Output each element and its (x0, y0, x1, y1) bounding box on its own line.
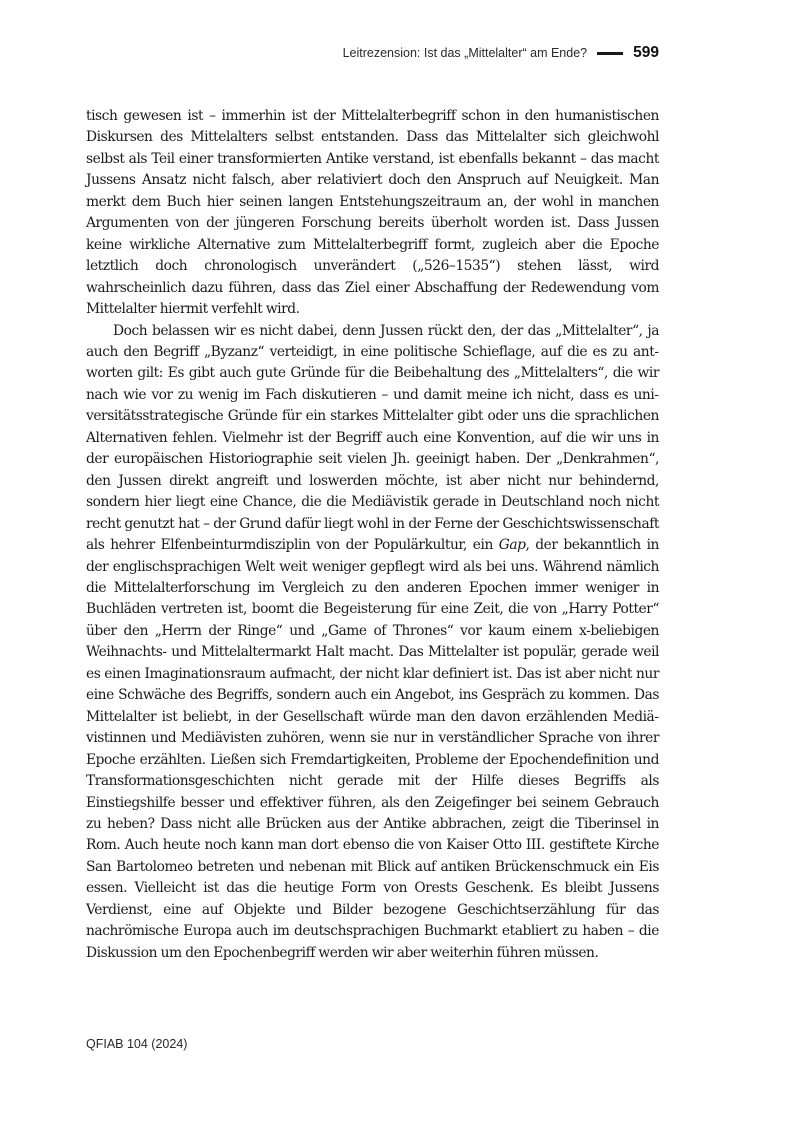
journal-footer: QFIAB 104 (2024) (86, 1037, 188, 1051)
running-head (343, 42, 659, 64)
paragraph-2-text-end: , der bekanntlich in der englischsprachigen Welt weit weniger gepflegt wird als bei uns. Während nämlich die Mittelalterforschung im Vergleich zu den anderen Epochen immer weniger in Buchläden vertreten ist, boomt die Begeisterung für eine Zeit, die von „Harry Potter“ über den „Herrn der Ringe“ und „Game of Thrones“ vor kaum einem x-beliebigen Weihnachts- und Mittelaltermarkt Halt macht. Das Mittelalter ist populär, gerade weil es einen Imaginationsraum aufmacht, der nicht klar definiert ist. Das ist aber nicht nur eine Schwäche des Begriffs, sondern auch ein Angebot, ins Gespräch zu kommen. Das Mittelalter ist beliebt, in der Gesellschaft würde man den davon erzählenden Mediävistinnen und Mediävisten zuhören, wenn sie nur in verständlicher Sprache von ihrer Epoche erzählten. Ließen sich Fremdartigkeiten, Probleme der Epochendefinition und Transformationsgeschichten nicht gerade mit der Hilfe dieses Begriffs als Einstiegshilfe besser und effektiver führen, als den Zeigefinger bei seinem Gebrauch zu heben? Dass nicht alle Brücken aus der Antike abbrachen, zeigt die Tiberinsel in Rom. Auch heute noch kann man dort ebenso die von Kaiser Otto III. gestiftete Kirche San Bartolomeo betreten und nebenan mit Blick auf antiken Brückenschmuck ein Eis essen. Vielleicht ist das die heutige Form von Orests Geschenk. Es bleibt Jussens Verdienst, eine auf Objekte und Bilder bezogene Geschichtserzählung für das nachrömische Europa auch im deutschsprachigen Buchmarkt etabliert zu haben – die Diskussion um den Epochenbegriff werden wir aber weiterhin führen müssen. (86, 537, 659, 961)
paragraph-2 (86, 321, 659, 965)
running-title: Leitrezension: Ist das „Mittelalter“ am Ende? (342, 46, 588, 60)
paragraph-1: tisch gewesen ist – immerhin ist der Mittelalterbegriff schon in den humanistischen Diskursen des Mittelalters selbst entstanden. Dass das Mittelalter sich gleichwohl selbst als Teil einer transformierten Antike verstand, ist ebenfalls bekannt – das macht Jussens Ansatz nicht falsch, aber relativiert doch den Anspruch auf Neuigkeit. Man merkt dem Buch hier seinen langen Entstehungszeitraum an, der wohl in manchen Argumenten von der jüngeren Forschung bereits überholt worden ist. Dass Jussen keine wirkliche Alternative zum Mittelalterbegriff formt, zugleich aber die Epoche letztlich doch chronologisch unverändert („526–1535“) stehen lässt, wird wahrscheinlich dazu führen, dass das Ziel einer Abschaffung der Redewendung vom Mittelalter hiermit verfehlt wird. (86, 108, 659, 318)
paragraph-2-italic-term: Gap (498, 537, 526, 554)
paragraph-2-text-start: Doch belassen wir es nicht dabei, denn Jussen rückt den, der das „Mittelalter“, ja auch den Begriff „Byzanz“ verteidigt, in eine politische Schieflage, auf die es zu antworten gilt: Es gibt auch gute Gründe für die Beibehaltung des „Mittelalters“, die wir nach wie vor zu wenig im Fach diskutieren – und damit meine ich nicht, dass es universitätsstrategische Gründe für ein starkes Mittelalter gibt oder uns die sprachlichen Alternativen fehlen. Vielmehr ist der Begriff auch eine Konvention, auf die wir uns in der europäischen Historiographie seit vielen Jh. geeinigt haben. Der „Denkrahmen“, den Jussen direkt angreift und loswerden möchte, ist aber nicht nur behindernd, sondern hier liegt eine Chance, die die Mediävistik gerade in Deutschland noch nicht recht genutzt hat – der Grund dafür liegt wohl in der Ferne der Geschichtswissenschaft als hehrer Elfenbeinturmdisziplin von der Populärkultur, ein (86, 322, 659, 554)
article-body (86, 106, 659, 964)
header-rule (597, 52, 623, 55)
page-number: 599 (633, 44, 659, 61)
